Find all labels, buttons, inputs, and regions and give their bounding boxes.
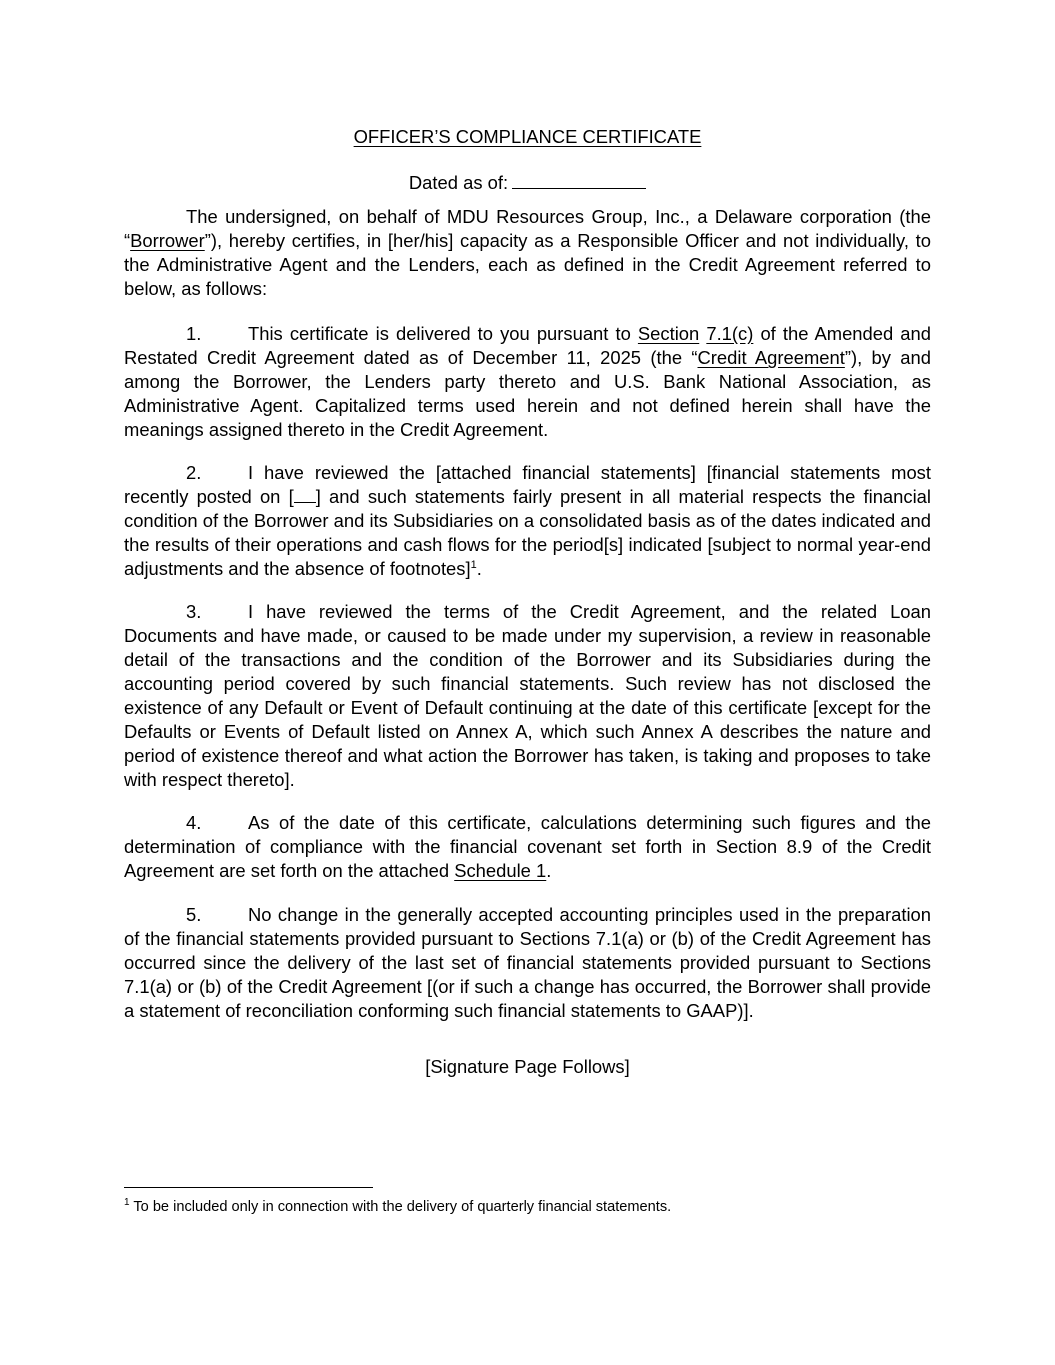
item-3-text: I have reviewed the terms of the Credit Agreement, and the related Loan Documents and have made, or caused to be made under my supervision, a review in reasonable detail of the transactions and the condition of the Borrower and its Subsidiaries during the accounting period covered by such financial statements. Such review has not disclosed the existence of any Default or Event of Default continuing at the date of this certificate [except for the Defaults or Events of Default listed on Annex A, which such Annex A describes the nature and period of existence thereof and what action the Borrower has taken, is taking and proposes to take with respect thereto]. bbox=[124, 601, 931, 790]
footnote-text: To be included only in connection with the delivery of quarterly financial statements. bbox=[129, 1199, 672, 1215]
item-number: 1. bbox=[186, 323, 202, 344]
page-title: OFFICER’S COMPLIANCE CERTIFICATE bbox=[353, 126, 702, 147]
borrower-term: Borrower bbox=[130, 230, 205, 251]
item-2-text-b: ] and such statements fairly present in all material respects the financial condition of the Borrower and its Subsidiaries on a consolidated basis as of the dates indicated and the results of their operations and cash flows for the period[s] indicated [subject to normal year-end adjustments and the absence of footnotes] bbox=[124, 486, 931, 579]
date-blank bbox=[512, 170, 646, 189]
dated-label: Dated as of: bbox=[408, 172, 509, 193]
footnote-reference: 1 bbox=[470, 558, 477, 571]
paragraph-2 bbox=[124, 461, 931, 581]
section-ref-link: 7.1(c) bbox=[706, 323, 754, 344]
signature-page-note: [Signature Page Follows] bbox=[425, 1056, 630, 1077]
item-2-text-a: I have reviewed the [attached financial statements] [financial statements most recently posted on [ bbox=[124, 462, 931, 507]
item-number: 4. bbox=[186, 812, 202, 833]
footnote-divider bbox=[124, 1187, 373, 1188]
item-1-text-b: of the Amended and Restated Credit Agreement dated as of December 11, 2025 (the “ bbox=[124, 323, 931, 368]
paragraph-5 bbox=[124, 903, 931, 1023]
item-number: 3. bbox=[186, 601, 202, 622]
item-number: 5. bbox=[186, 904, 202, 925]
item-5-text: No change in the generally accepted accounting principles used in the preparation of the financial statements provided pursuant to Sections 7.1(a) or (b) of the Credit Agreement has occurred since the delivery of the last set of financial statements provided pursuant to Sections 7.1(a) or (b) of the Credit Agreement [(or if such a change has occurred, the Borrower shall provide a statement of reconciliation conforming such financial statements to GAAP)]. bbox=[124, 904, 931, 1021]
schedule-1-link: Schedule 1 bbox=[454, 860, 547, 881]
item-1-text-a: This certificate is delivered to you pursuant to bbox=[248, 323, 638, 344]
item-2-text-c: . bbox=[476, 558, 482, 579]
item-number: 2. bbox=[186, 462, 202, 483]
dated-as-of-line bbox=[124, 170, 931, 195]
paragraph-1 bbox=[124, 322, 931, 442]
posted-date-blank bbox=[294, 486, 316, 503]
paragraph-4 bbox=[124, 811, 931, 883]
credit-agreement-term: Credit Agreement bbox=[697, 347, 845, 368]
intro-paragraph bbox=[124, 205, 931, 301]
item-4-text-b: . bbox=[546, 860, 552, 881]
intro-text-1: The undersigned, on behalf of MDU Resources Group, Inc., a Delaware corporation (the “ bbox=[124, 206, 931, 251]
footnote bbox=[124, 1198, 931, 1216]
footnote-marker: 1 bbox=[124, 1197, 130, 1209]
section-link: Section bbox=[637, 323, 700, 344]
item-1-text-c: ”), by and among the Borrower, the Lenders party thereto and U.S. Bank National Association, as Administrative Agent. Capitalized terms used herein and not defined herein shall have the meanings assigned thereto in the Credit Agreement. bbox=[124, 347, 931, 440]
item-4-text-a: As of the date of this certificate, calculations determining such figures and the determination of compliance with the financial covenant set forth in Section 8.9 of the Credit Agreement are set forth on the attached bbox=[124, 812, 931, 881]
intro-text-2: ”), hereby certifies, in [her/his] capacity as a Responsible Officer and not individually, to the Administrative Agent and the Lenders, each as defined in the Credit Agreement referred to below, as follows: bbox=[124, 230, 931, 299]
paragraph-3 bbox=[124, 600, 931, 792]
